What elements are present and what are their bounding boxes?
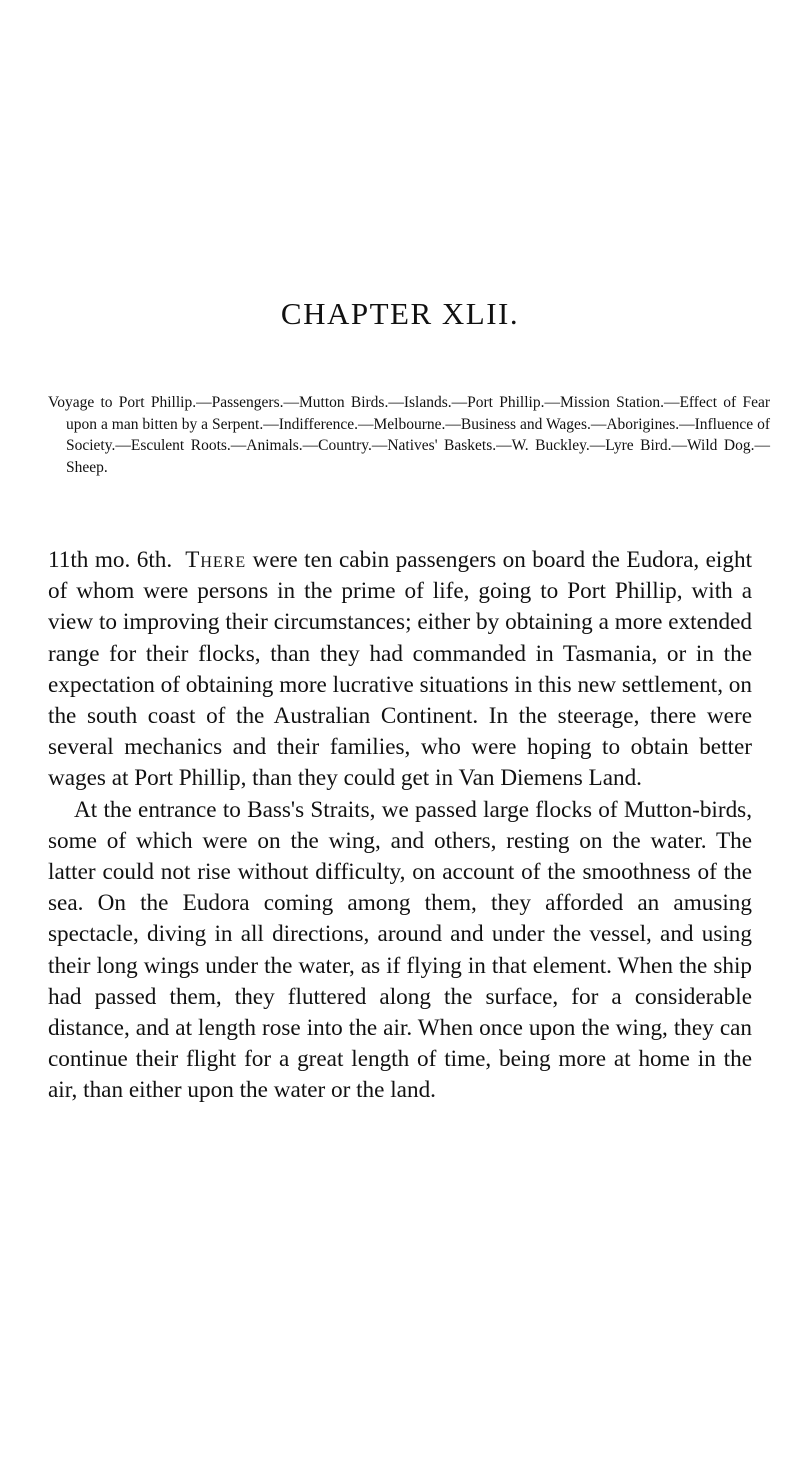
paragraph-2: At the entrance to Bass's Straits, we passed large flocks of Mutton-birds, some of which were on the wing, and others, resting on the water. The latter could not rise without difficulty, on account of the smoothness of the sea. On the Eudora coming among them, they afforded an amusing spectacle, diving in all directions, around and under the vessel, and using their long wings under the water, as if flying in that element. When the ship had passed them, they fluttered along the surface, for a considerable distance, and at length rose into the air. When once upon the wing, they can continue their flight for a great length of time, being more at home in the air, than either upon the water or the land. [48,796,752,1104]
entry-date: 11th mo. 6th. [48,547,173,573]
lead-word: There [185,547,247,573]
paragraph-1 [48,545,752,795]
paragraph-1-text: were ten cabin passengers on board the Eudora, eight of whom were persons in the prime of life, going to Port Phillip, with a view to improving their circumstances; either by obtaining a more extended range for their flocks, than they had commanded in Tasmania, or in the expectation of obtaining more lucrative situations in this new settlement, on the south coast of the Australian Continent. In the steerage, there were several mechanics and their families, who were hoping to obtain better wages at Port Phillip, than they could get in Van Diemens Land. [48,547,753,792]
chapter-synopsis: Voyage to Port Phillip.—Passengers.—Mutton Birds.—Islands.—Port Phillip.—Mission Station.—Effect of Fear upon a man bitten by a Serpent.—Indifference.—Melbourne.—Business and Wages.—Aborigines.—Influence of Society.—Esculent Roots.—Animals.—Country.—Natives' Baskets.—W. Buckley.—Lyre Bird.—Wild Dog.—Sheep. [48,394,770,476]
body-text [48,545,752,1107]
chapter-title: CHAPTER XLII. [280,296,520,331]
